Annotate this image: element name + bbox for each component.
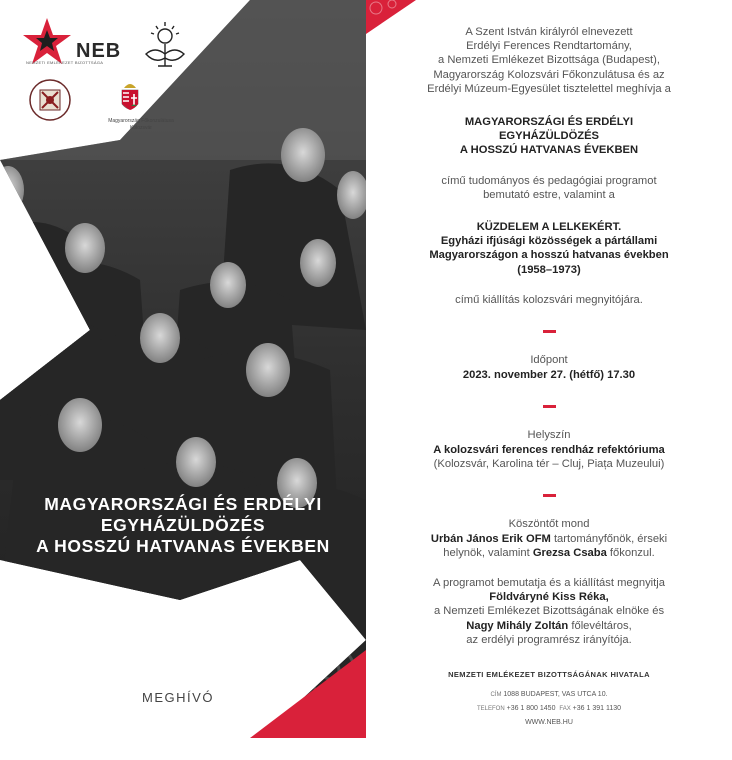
footer-contact: CÍM 1088 BUDAPEST, VAS UTCA 10. TELEFON +36 1 800 1450 FAX +36 1 391 1130 WWW.NEB.HU: [366, 688, 732, 730]
exhibition-subtitle: című kiállítás kolozsvári megnyitójára.: [455, 294, 643, 306]
place-value: A kolozsvári ferences rendház refektóriuma: [433, 444, 665, 456]
university-seal-icon: [28, 78, 72, 128]
red-divider: [543, 494, 556, 497]
neb-logo-text: NEB: [76, 40, 122, 62]
right-panel: [366, 0, 732, 738]
red-divider: [543, 405, 556, 408]
consulate-logo-text: Magyarország Főkonzulátusa Kolozsvár: [108, 118, 174, 131]
red-divider: [543, 330, 556, 333]
greeting-label: Köszöntőt mond: [508, 518, 590, 530]
logo-area: [0, 0, 220, 150]
greeting-text: Urbán János Erik OFM tartományfőnök, érseki helynök, valamint Grezsa Csaba főkonzul.: [430, 533, 668, 560]
place-label: Helyszín: [527, 429, 571, 441]
intro-text: A Szent István királyról elnevezett Erdélyi Ferences Rendtartomány, a Nemzeti Emlékezet Bizottsága (Budapest), Magyarország Kolozsvári Főkonzulátusa és az Erdélyi Múzeum-Egyesület tisztelettel meghívja a: [427, 26, 671, 95]
neb-logo-subtitle: NEMZETI EMLÉKEZET BIZOTTSÁGA: [26, 60, 104, 65]
neb-star-logo-icon: [22, 18, 72, 64]
footer-organization: NEMZETI EMLÉKEZET BIZOTTSÁGÁNAK HIVATALA: [448, 670, 650, 679]
invitation-label: MEGHÍVÓ: [142, 690, 214, 705]
presenter-text: A programot bemutatja és a kiállítást megnyitja Földváryné Kiss Réka, a Nemzeti Emlékezet Bizottságának elnöke és Nagy Mihály Zoltán főlevéltáros, az erdélyi programrész irányítója.: [433, 577, 665, 646]
time-value: 2023. november 27. (hétfő) 17.30: [462, 369, 636, 381]
place-detail: (Kolozsvár, Karolina tér – Cluj, Piața Muzeului): [433, 458, 665, 470]
exhibition-title: KÜZDELEM A LELKEKÉRT. Egyházi ifjúsági közösségek a pártállami Magyarországon a hosszú hatvanas években (1958–1973): [429, 221, 669, 276]
left-panel: [0, 0, 366, 738]
program-title: MAGYARORSZÁGI ÉS ERDÉLYI EGYHÁZÜLDÖZÉS A HOSSZÚ HATVANAS ÉVEKBEN: [459, 116, 639, 157]
time-label: Időpont: [530, 354, 568, 366]
hungarian-coat-of-arms-icon: [120, 80, 140, 116]
program-subtitle: című tudományos és pedagógiai programot bemutató estre, valamint a: [441, 175, 657, 202]
franciscan-emblem-icon: [140, 20, 190, 72]
footer-website[interactable]: WWW.NEB.HU: [525, 719, 573, 726]
left-event-title: MAGYARORSZÁGI ÉS ERDÉLYI EGYHÁZÜLDÖZÉS A HOSSZÚ HATVANAS ÉVEKBEN: [36, 494, 330, 556]
